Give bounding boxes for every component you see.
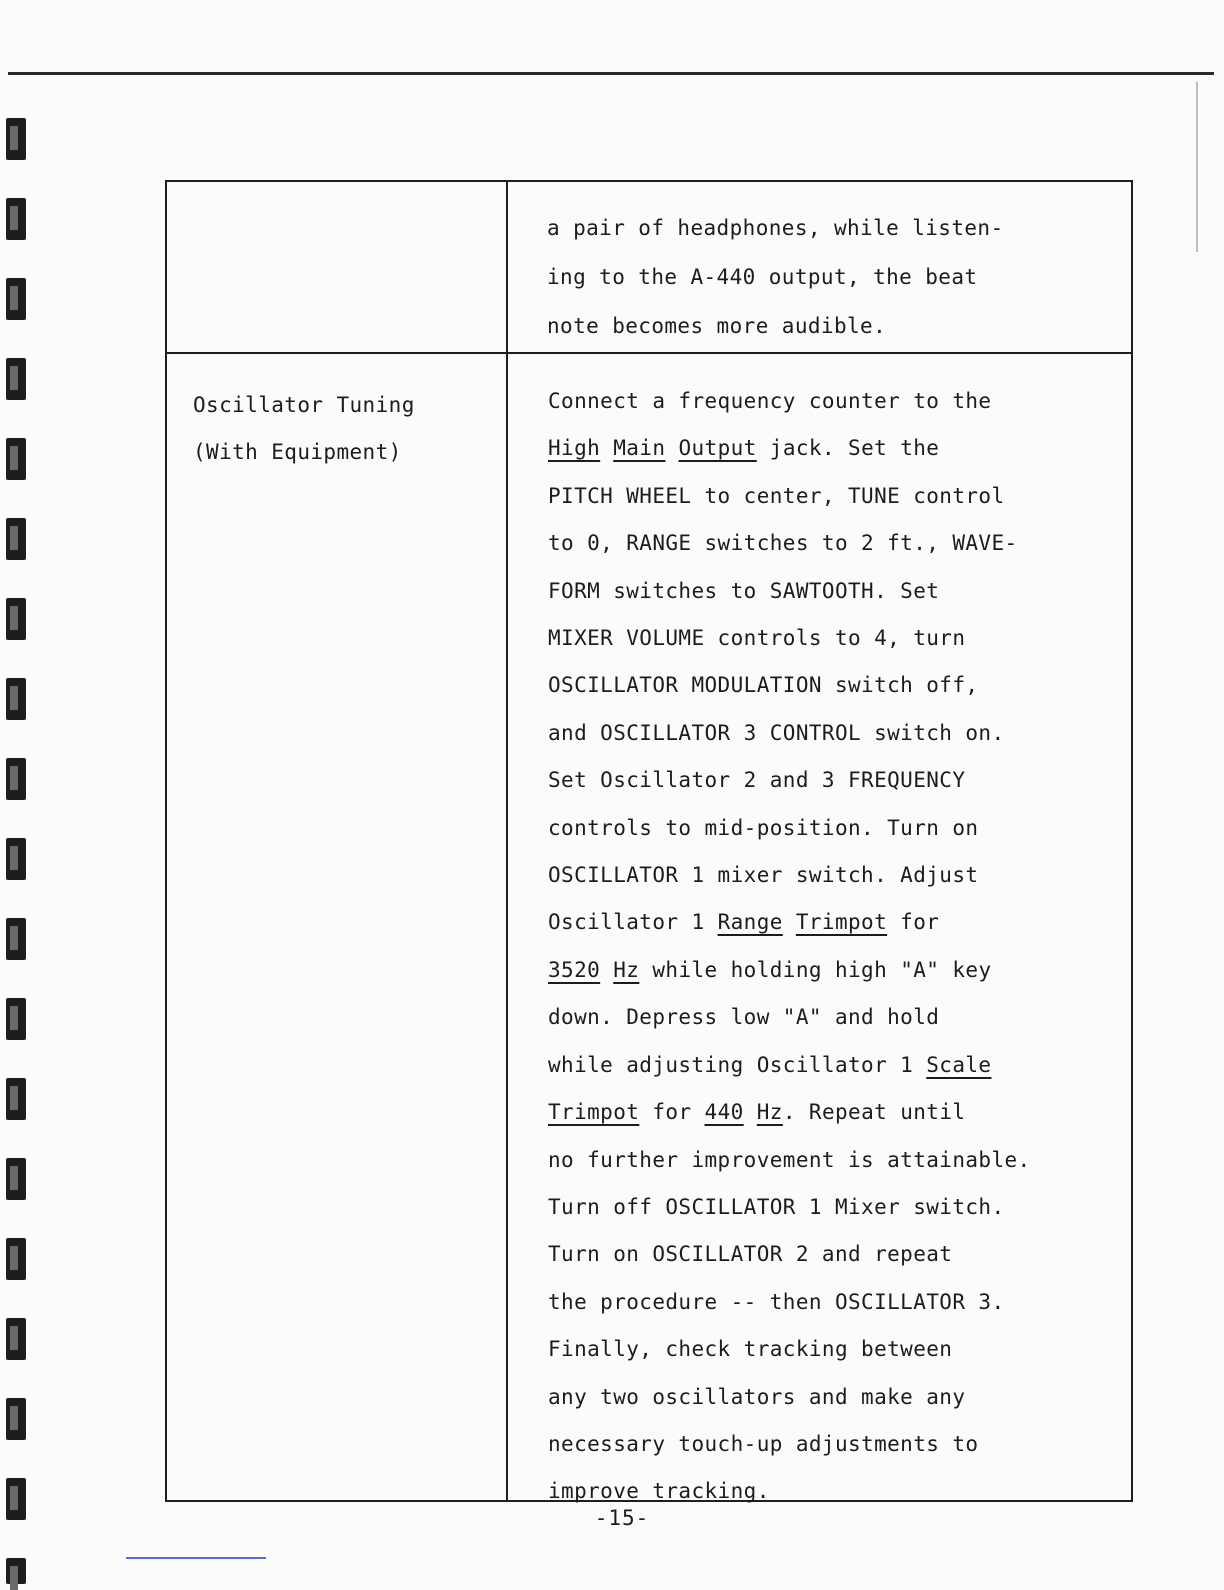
binding-holes	[6, 118, 42, 1584]
text-line: PITCH WHEEL to center, TUNE control	[548, 483, 1005, 508]
scan-edge	[1196, 82, 1198, 252]
underlined-term: Hz	[756, 1100, 783, 1125]
text-line	[548, 1042, 1128, 1089]
text-line: Connect a frequency counter to the	[548, 389, 992, 413]
underlined-term: 3520	[548, 957, 601, 982]
binding-hole	[6, 598, 26, 640]
binding-hole	[6, 198, 26, 240]
footer-rule	[126, 1557, 266, 1559]
underlined-term: Trimpot	[795, 910, 888, 935]
text-line: necessary touch-up adjustments to	[548, 1431, 979, 1456]
text-fragment: for	[887, 910, 940, 935]
underlined-term: High	[548, 436, 601, 461]
procedure-table	[165, 180, 1133, 1502]
text-line: Finally, check tracking between	[548, 1337, 953, 1362]
top-rule	[8, 72, 1214, 75]
text-line: ing to the A-440 output, the beat	[547, 265, 978, 289]
text-line	[548, 425, 1128, 472]
text-fragment: . Repeat until	[782, 1100, 966, 1125]
text-line: FORM switches to SAWTOOTH. Set	[548, 578, 940, 603]
text-line: Turn on OSCILLATOR 2 and repeat	[548, 1242, 953, 1267]
binding-hole	[6, 278, 26, 320]
binding-hole	[6, 1398, 26, 1440]
text-line: to 0, RANGE switches to 2 ft., WAVE-	[548, 531, 1018, 556]
binding-hole	[6, 758, 26, 800]
top-row-description	[547, 204, 1107, 351]
text-line: OSCILLATOR 1 mixer switch. Adjust	[548, 863, 979, 888]
underlined-term: Main	[613, 436, 666, 461]
binding-hole	[6, 518, 26, 560]
text-fragment: while adjusting Oscillator 1	[548, 1052, 927, 1077]
underlined-term: Trimpot	[548, 1100, 640, 1125]
text-line: no further improvement is attainable.	[548, 1147, 1031, 1172]
underlined-term: Scale	[926, 1052, 992, 1077]
page-number: -15-	[594, 1506, 650, 1530]
underlined-term: Range	[717, 910, 783, 935]
column-divider	[506, 182, 508, 1500]
step-title-line: (With Equipment)	[193, 440, 402, 465]
binding-hole	[6, 1078, 26, 1120]
text-line	[548, 899, 1128, 946]
text-line: the procedure -- then OSCILLATOR 3.	[548, 1289, 1005, 1314]
text-line: Turn off OSCILLATOR 1 Mixer switch.	[548, 1194, 1005, 1219]
binding-hole	[6, 998, 26, 1040]
step-description	[548, 378, 1128, 1516]
underlined-term: Output	[678, 436, 757, 461]
text-fragment: while holding high "A" key	[639, 957, 992, 982]
text-line: any two oscillators and make any	[548, 1384, 966, 1409]
binding-hole	[6, 358, 26, 400]
text-line: note becomes more audible.	[547, 314, 887, 338]
text-line: improve tracking.	[548, 1479, 770, 1504]
text-line: down. Depress low "A" and hold	[548, 1005, 940, 1030]
row-divider	[167, 352, 1131, 354]
text-line	[548, 947, 1128, 994]
step-title	[193, 382, 493, 477]
binding-hole	[6, 838, 26, 880]
step-title-line: Oscillator Tuning	[193, 393, 415, 417]
text-line: a pair of headphones, while listen-	[547, 216, 1004, 240]
text-line: MIXER VOLUME controls to 4, turn	[548, 626, 966, 651]
text-fragment: Oscillator 1	[548, 910, 718, 935]
binding-hole	[6, 1558, 26, 1584]
text-line: controls to mid-position. Turn on	[548, 815, 979, 840]
binding-hole	[6, 1238, 26, 1280]
underlined-term: Hz	[613, 957, 640, 982]
text-line: OSCILLATOR MODULATION switch off,	[548, 673, 979, 698]
binding-hole	[6, 1158, 26, 1200]
binding-hole	[6, 118, 26, 160]
text-fragment: jack. Set the	[756, 436, 940, 461]
binding-hole	[6, 1318, 26, 1360]
binding-hole	[6, 918, 26, 960]
text-fragment: for	[639, 1100, 705, 1125]
text-line	[548, 1089, 1128, 1136]
binding-hole	[6, 438, 26, 480]
binding-hole	[6, 678, 26, 720]
underlined-term: 440	[704, 1100, 744, 1125]
text-line: Set Oscillator 2 and 3 FREQUENCY	[548, 768, 966, 793]
text-line: and OSCILLATOR 3 CONTROL switch on.	[548, 720, 1005, 745]
